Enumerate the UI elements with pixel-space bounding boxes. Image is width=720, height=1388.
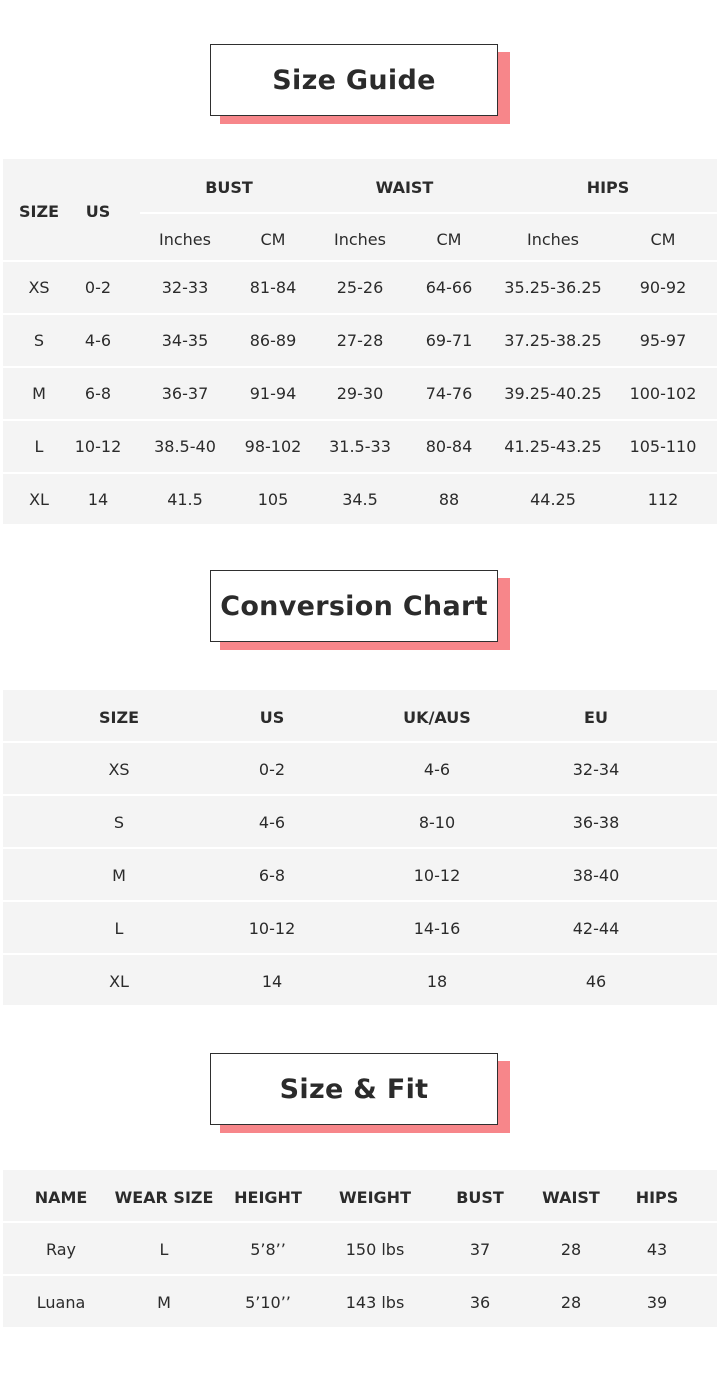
table-cell: 18: [426, 972, 448, 991]
table-cell: XS: [28, 278, 50, 297]
row-divider: [3, 472, 717, 474]
table-cell: 74-76: [425, 384, 473, 403]
table-cell: 39: [646, 1293, 668, 1312]
table-cell: 36-37: [161, 384, 209, 403]
row-divider: [3, 900, 717, 902]
row-divider: [140, 212, 717, 214]
table-cell: 36-38: [572, 813, 620, 832]
size-guide-title: Size Guide: [210, 44, 498, 116]
column-header: UK/AUS: [403, 708, 471, 727]
column-subheader: Inches: [527, 230, 579, 249]
table-cell: 10-12: [413, 866, 461, 885]
table-cell: 105: [257, 490, 289, 509]
table-cell: 91-94: [249, 384, 297, 403]
table-cell: 37.25-38.25: [504, 331, 602, 350]
table-cell: M: [32, 384, 46, 403]
table-cell: 34-35: [161, 331, 209, 350]
table-cell: S: [33, 331, 45, 350]
table-cell: XL: [29, 490, 49, 509]
table-cell: 90-92: [639, 278, 687, 297]
table-cell: 10-12: [74, 437, 122, 456]
column-header-hips: HIPS: [586, 178, 630, 197]
column-header: EU: [584, 708, 608, 727]
table-cell: 43: [646, 1240, 668, 1259]
table-cell: 150 lbs: [345, 1240, 405, 1259]
table-cell: 42-44: [572, 919, 620, 938]
column-header: BUST: [456, 1188, 504, 1207]
table-cell: 41.25-43.25: [504, 437, 602, 456]
table-cell: 31.5-33: [329, 437, 391, 456]
table-cell: 95-97: [639, 331, 687, 350]
table-cell: 4-6: [423, 760, 451, 779]
column-header: HIPS: [635, 1188, 679, 1207]
table-cell: 14: [87, 490, 109, 509]
row-divider: [3, 366, 717, 368]
table-cell: Luana: [36, 1293, 86, 1312]
row-divider: [3, 1221, 717, 1223]
table-cell: 4-6: [84, 331, 112, 350]
column-header: SIZE: [98, 708, 139, 727]
table-cell: 6-8: [84, 384, 112, 403]
table-cell: 81-84: [249, 278, 297, 297]
table-cell: 8-10: [418, 813, 456, 832]
table-cell: 39.25-40.25: [504, 384, 602, 403]
column-header: WAIST: [542, 1188, 600, 1207]
column-header-waist: WAIST: [375, 178, 434, 197]
table-cell: 35.25-36.25: [504, 278, 602, 297]
table-cell: 105-110: [629, 437, 697, 456]
row-divider: [3, 1274, 717, 1276]
conversion-chart-table: [3, 690, 717, 1005]
table-cell: 32-33: [161, 278, 209, 297]
table-cell: 64-66: [425, 278, 473, 297]
table-cell: 28: [560, 1240, 582, 1259]
table-cell: 29-30: [336, 384, 384, 403]
table-cell: M: [157, 1293, 171, 1312]
row-divider: [3, 953, 717, 955]
table-cell: 4-6: [258, 813, 286, 832]
size-fit-title: Size & Fit: [210, 1053, 498, 1125]
table-cell: 100-102: [629, 384, 697, 403]
column-subheader: CM: [650, 230, 676, 249]
row-divider: [3, 313, 717, 315]
row-divider: [3, 847, 717, 849]
column-header: WEAR SIZE: [114, 1188, 214, 1207]
table-cell: XL: [109, 972, 129, 991]
table-cell: 25-26: [336, 278, 384, 297]
table-cell: 0-2: [84, 278, 112, 297]
table-cell: 34.5: [342, 490, 378, 509]
table-cell: 88: [438, 490, 460, 509]
table-cell: 27-28: [336, 331, 384, 350]
size-guide-table: [3, 159, 717, 524]
conversion-chart-title: Conversion Chart: [210, 570, 498, 642]
table-cell: Ray: [45, 1240, 77, 1259]
table-cell: 36: [469, 1293, 491, 1312]
column-header: NAME: [34, 1188, 88, 1207]
row-divider: [3, 794, 717, 796]
row-divider: [3, 260, 717, 262]
table-cell: 112: [647, 490, 679, 509]
table-cell: 32-34: [572, 760, 620, 779]
table-cell: L: [159, 1240, 169, 1259]
table-cell: L: [114, 919, 124, 938]
row-divider: [3, 419, 717, 421]
column-header-us: US: [85, 202, 111, 221]
table-cell: 28: [560, 1293, 582, 1312]
table-cell: 46: [585, 972, 607, 991]
table-cell: 80-84: [425, 437, 473, 456]
table-cell: 69-71: [425, 331, 473, 350]
table-cell: 86-89: [249, 331, 297, 350]
table-cell: XS: [108, 760, 130, 779]
table-cell: 44.25: [530, 490, 576, 509]
column-subheader: Inches: [334, 230, 386, 249]
column-header-bust: BUST: [205, 178, 253, 197]
table-cell: S: [113, 813, 125, 832]
table-cell: 41.5: [167, 490, 203, 509]
column-header: WEIGHT: [339, 1188, 411, 1207]
column-subheader: Inches: [159, 230, 211, 249]
table-cell: 5’10’’: [245, 1293, 291, 1312]
table-cell: 98-102: [244, 437, 302, 456]
table-cell: 143 lbs: [345, 1293, 405, 1312]
size-fit-table: [3, 1170, 717, 1327]
table-cell: 6-8: [258, 866, 286, 885]
column-header: HEIGHT: [234, 1188, 302, 1207]
column-header-size: SIZE: [18, 202, 59, 221]
column-header: US: [259, 708, 285, 727]
table-cell: 38-40: [572, 866, 620, 885]
table-cell: L: [34, 437, 44, 456]
table-cell: 0-2: [258, 760, 286, 779]
table-cell: 14: [261, 972, 283, 991]
table-cell: 37: [469, 1240, 491, 1259]
table-cell: M: [112, 866, 126, 885]
column-subheader: CM: [260, 230, 286, 249]
table-cell: 14-16: [413, 919, 461, 938]
table-cell: 38.5-40: [154, 437, 216, 456]
row-divider: [3, 741, 717, 743]
table-cell: 10-12: [248, 919, 296, 938]
column-subheader: CM: [436, 230, 462, 249]
table-cell: 5’8’’: [250, 1240, 286, 1259]
